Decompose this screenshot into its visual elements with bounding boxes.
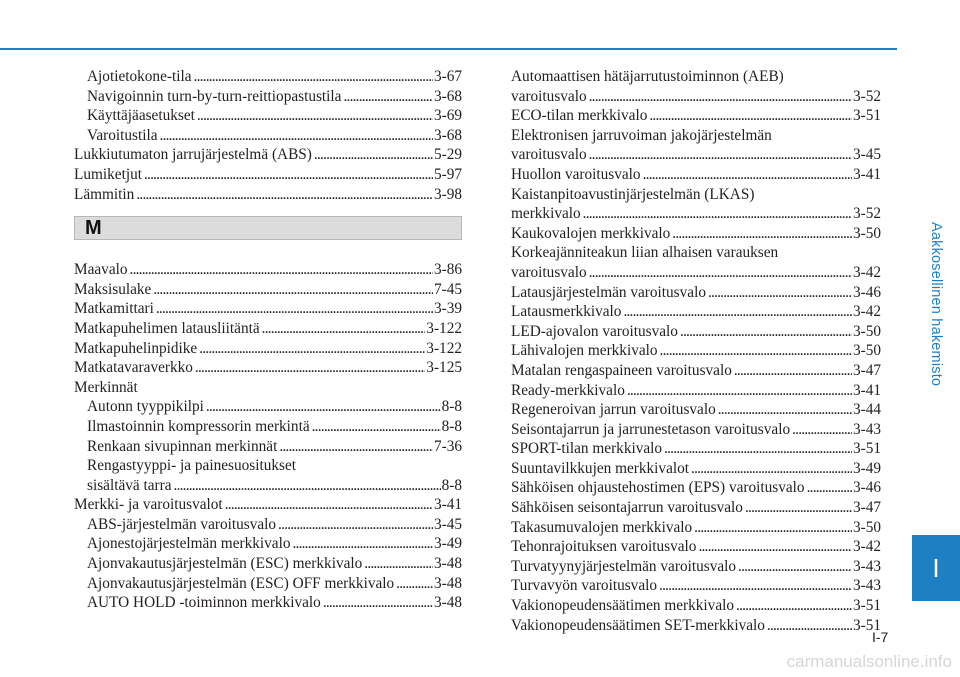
index-entry-row xyxy=(511,204,881,224)
index-entry-page: 3-41 xyxy=(852,165,881,183)
dot-leader xyxy=(194,67,433,87)
index-entry xyxy=(74,106,462,126)
index-entry-row xyxy=(511,498,881,518)
dot-leader xyxy=(708,283,852,303)
index-entry-text: Vakionopeudensäätimen merkkivalo xyxy=(511,597,735,615)
index-entry-text: Varoitustila xyxy=(87,126,158,144)
dot-leader xyxy=(672,224,852,244)
index-entry-line: Kaistanpitoavustinjärjestelmän (LKAS) xyxy=(511,185,755,203)
index-entry-text: Sähköisen ohjaustehostimen (EPS) varoitusvalo xyxy=(511,479,805,497)
dot-leader xyxy=(691,459,852,479)
index-entry-text: Lukkiutumaton jarrujärjestelmä (ABS) xyxy=(74,146,312,164)
dot-leader xyxy=(396,574,433,594)
index-entry-page: 3-47 xyxy=(852,499,881,517)
index-entry xyxy=(511,557,881,577)
index-entry-text: ECO-tilan merkkivalo xyxy=(511,107,648,125)
index-entry-text: Matkapuhelinpidike xyxy=(74,339,198,357)
index-entry xyxy=(74,554,462,574)
index-entry-row xyxy=(511,224,881,244)
index-entry xyxy=(511,341,881,361)
index-entry-text: Maksisulake xyxy=(74,280,152,298)
dot-leader xyxy=(698,537,852,557)
index-entry-row xyxy=(87,417,462,437)
index-entry xyxy=(74,67,462,87)
index-entry-page: 3-43 xyxy=(852,577,881,595)
index-entry-row xyxy=(87,437,462,457)
dot-leader xyxy=(279,437,433,457)
index-entry-text: Kaukovalojen merkkivalo xyxy=(511,224,671,242)
index-entry-page: 3-125 xyxy=(426,359,462,377)
index-entry-text: Matalan rengaspaineen varoitusvalo xyxy=(511,361,732,379)
dot-leader xyxy=(767,616,852,636)
dot-leader xyxy=(364,554,433,574)
index-entry-row xyxy=(74,260,462,280)
dot-leader xyxy=(156,299,433,319)
index-entry-row xyxy=(511,302,881,322)
index-entry-page: 3-50 xyxy=(852,224,881,242)
index-entry-page: 8-8 xyxy=(441,417,462,435)
dot-leader xyxy=(174,476,441,496)
index-entry xyxy=(511,126,881,165)
footer-url: carmanualsonline.info xyxy=(786,652,952,671)
index-entry xyxy=(74,456,462,495)
index-entry-page: 3-122 xyxy=(426,319,462,337)
index-entry-text: Matkapuhelimen latausliitäntä xyxy=(74,319,260,337)
index-entry-text: ABS-järjestelmän varoitusvalo xyxy=(87,515,277,533)
index-entry-row xyxy=(511,459,881,479)
index-entry-line: Automaattisen hätäjarrutustoiminnon (AEB) xyxy=(511,68,784,85)
right-column xyxy=(511,67,881,635)
index-entry-text: Ready-merkkivalo xyxy=(511,381,625,399)
index-entry-text: Sähköisen seisontajarrun varoitusvalo xyxy=(511,499,743,517)
index-entry-row xyxy=(511,518,881,538)
left-bottom-entries xyxy=(74,260,462,613)
index-entry xyxy=(74,358,462,378)
index-entry-row xyxy=(511,322,881,342)
index-entry-text: varoitusvalo xyxy=(511,87,587,105)
index-entry-page: 3-50 xyxy=(852,342,881,360)
dot-leader xyxy=(225,495,433,515)
dot-leader xyxy=(649,106,852,126)
index-entry-row xyxy=(511,557,881,577)
dot-leader xyxy=(199,339,425,359)
index-entry-page: 3-50 xyxy=(852,322,881,340)
dot-leader xyxy=(312,417,441,437)
index-entry xyxy=(74,574,462,594)
index-entry-row xyxy=(87,554,462,574)
dot-leader xyxy=(627,381,852,401)
index-entry xyxy=(511,616,881,636)
index-entry-page: 3-45 xyxy=(852,146,881,164)
index-entry xyxy=(511,322,881,342)
index-entry-page: 3-48 xyxy=(433,555,462,573)
index-entry-row xyxy=(74,339,462,359)
index-entry xyxy=(511,243,881,282)
index-entry-text: Matkatavaraverkko xyxy=(74,359,193,377)
index-entry xyxy=(74,437,462,457)
index-entry xyxy=(74,260,462,280)
index-entry-row xyxy=(74,165,462,185)
index-entry-text: Tehonrajoituksen varoitusvalo xyxy=(511,538,697,556)
dot-leader xyxy=(130,260,433,280)
index-entry xyxy=(511,400,881,420)
index-entry-text: varoitusvalo xyxy=(511,146,587,164)
dot-leader xyxy=(623,302,852,322)
index-entry-text: sisältävä tarra xyxy=(87,476,172,494)
index-entry-row xyxy=(87,515,462,535)
index-entry-page: 3-42 xyxy=(852,263,881,281)
index-entry-text: merkkivalo xyxy=(511,205,581,223)
index-entry-page: 3-51 xyxy=(852,597,881,615)
dot-leader xyxy=(718,400,852,420)
index-entry xyxy=(511,283,881,303)
index-entry-page: 3-98 xyxy=(433,185,462,203)
index-entry-row xyxy=(87,106,462,126)
index-entry xyxy=(511,165,881,185)
dot-leader xyxy=(792,420,852,440)
index-entry xyxy=(74,126,462,146)
index-entry-text: Latausjärjestelmän varoitusvalo xyxy=(511,283,706,301)
index-entry-page: 3-39 xyxy=(433,300,462,318)
dot-leader xyxy=(314,145,433,165)
dot-leader xyxy=(278,515,433,535)
index-entry-text: Latausmerkkivalo xyxy=(511,303,622,321)
dot-leader xyxy=(160,126,433,146)
index-entry-text: Maavalo xyxy=(74,261,128,279)
index-entry-page: 3-49 xyxy=(433,535,462,553)
index-entry-page: 3-46 xyxy=(852,479,881,497)
dot-leader xyxy=(643,165,852,185)
index-entry-row xyxy=(511,263,881,283)
dot-leader xyxy=(680,322,852,342)
index-entry-text: Ajotietokone-tila xyxy=(87,68,192,85)
index-entry xyxy=(74,299,462,319)
dot-leader xyxy=(589,145,852,165)
index-entry-page: 3-47 xyxy=(852,361,881,379)
dot-leader xyxy=(195,358,425,378)
index-entry-row xyxy=(74,185,462,205)
left-column xyxy=(74,67,462,613)
index-entry-page: 3-43 xyxy=(852,557,881,575)
header-rule xyxy=(0,48,897,50)
index-entry xyxy=(511,224,881,244)
index-entry-page: 3-52 xyxy=(852,205,881,223)
index-entry-page: 5-29 xyxy=(433,146,462,164)
index-entry-text: Renkaan sivupinnan merkinnät xyxy=(87,437,278,455)
index-letter: I xyxy=(932,552,940,583)
index-entry xyxy=(74,280,462,300)
index-entry-row xyxy=(74,319,462,339)
index-entry xyxy=(511,185,881,224)
index-entry-row xyxy=(74,280,462,300)
page-number: I-7 xyxy=(872,629,889,645)
dot-leader xyxy=(583,204,852,224)
side-section-title xyxy=(912,80,960,528)
index-entry-row xyxy=(87,126,462,146)
index-entry xyxy=(511,302,881,322)
index-entry-row xyxy=(87,397,462,417)
index-entry xyxy=(74,417,462,437)
index-entry xyxy=(74,495,462,515)
index-entry-text: Vakionopeudensäätimen SET-merkkivalo xyxy=(511,616,765,634)
index-entry-text: LED-ajovalon varoitusvalo xyxy=(511,322,678,340)
index-entry-page: 3-69 xyxy=(433,107,462,125)
index-entry-page: 3-51 xyxy=(852,107,881,125)
index-entry xyxy=(511,498,881,518)
index-entry-text: Matkamittari xyxy=(74,300,154,318)
index-entry-page: 3-43 xyxy=(852,420,881,438)
dot-leader xyxy=(694,518,852,538)
index-entry xyxy=(511,381,881,401)
index-entry-page: 3-48 xyxy=(433,594,462,612)
index-entry-text: Turvatyynyjärjestelmän varoitusvalo xyxy=(511,557,737,575)
index-entry-page: 3-86 xyxy=(433,261,462,279)
index-entry xyxy=(74,593,462,613)
index-entry xyxy=(74,515,462,535)
side-section-title-text: Aakkosellinen hakemisto xyxy=(928,221,944,387)
index-entry xyxy=(511,576,881,596)
index-entry-text: Käyttäjäasetukset xyxy=(87,107,195,125)
index-entry-page: 3-67 xyxy=(433,68,462,85)
index-entry-line: Elektronisen jarruvoiman jakojärjestelmän xyxy=(511,126,772,144)
index-entry-row xyxy=(511,596,881,616)
dot-leader xyxy=(736,596,852,616)
index-entry-row xyxy=(511,616,881,636)
index-entry-page: 7-45 xyxy=(433,280,462,298)
index-entry-page: 3-49 xyxy=(852,459,881,477)
index-entry-page: 3-52 xyxy=(852,87,881,105)
index-entry-text: Navigoinnin turn-by-turn-reittiopastustila xyxy=(87,87,342,105)
index-entry-text: Takasumuvalojen merkkivalo xyxy=(511,518,693,536)
index-entry-text: Seisontajarrun ja jarrunestetason varoitusvalo xyxy=(511,420,791,438)
dot-leader xyxy=(659,576,852,596)
index-entry-text: Ajonestojärjestelmän merkkivalo xyxy=(87,535,291,553)
index-entry-page: 3-44 xyxy=(852,401,881,419)
dot-leader xyxy=(206,397,441,417)
index-entry-row xyxy=(511,420,881,440)
dot-leader xyxy=(660,341,852,361)
index-entry-text: Ilmastoinnin kompressorin merkintä xyxy=(87,417,310,435)
index-entry-text: Turvavyön varoitusvalo xyxy=(511,577,658,595)
index-entry-row xyxy=(74,145,462,165)
index-entry-page: 3-42 xyxy=(852,303,881,321)
index-entry xyxy=(511,537,881,557)
index-entry-row xyxy=(511,576,881,596)
index-entry-row xyxy=(511,165,881,185)
index-entry xyxy=(511,361,881,381)
index-entry-row xyxy=(511,87,881,107)
index-entry-row xyxy=(74,495,462,515)
index-entry-page: 3-41 xyxy=(433,496,462,514)
index-entry xyxy=(74,378,462,398)
index-entry-row xyxy=(511,400,881,420)
index-entry-row xyxy=(87,67,462,87)
dot-leader xyxy=(136,185,433,205)
index-entry-row xyxy=(511,283,881,303)
index-entry-row xyxy=(87,534,462,554)
index-entry xyxy=(74,397,462,417)
index-entry xyxy=(74,165,462,185)
index-entry-page: 3-48 xyxy=(433,574,462,592)
index-entry-row xyxy=(87,593,462,613)
section-heading-letter: M xyxy=(85,216,102,239)
index-entry-row xyxy=(511,439,881,459)
section-heading-m xyxy=(74,216,462,240)
dot-leader xyxy=(262,319,426,339)
index-entry-row xyxy=(87,476,462,496)
index-entry-page: 7-36 xyxy=(433,437,462,455)
index-entry-text: Merkki- ja varoitusvalot xyxy=(74,496,223,514)
footer-watermark xyxy=(0,652,960,677)
index-entry-line: Korkeajänniteakun liian alhaisen varauksen xyxy=(511,244,779,262)
index-entry-page: 3-68 xyxy=(433,126,462,144)
dot-leader xyxy=(589,87,852,107)
index-entry xyxy=(74,339,462,359)
dot-leader xyxy=(153,280,433,300)
dot-leader xyxy=(144,165,433,185)
index-entry-row xyxy=(87,87,462,107)
index-entry xyxy=(511,596,881,616)
index-entry-page: 3-45 xyxy=(433,515,462,533)
dot-leader xyxy=(664,439,852,459)
index-entry-text: Autonn tyyppikilpi xyxy=(87,398,204,416)
index-entry-row xyxy=(511,341,881,361)
index-entry-row xyxy=(511,537,881,557)
index-entry xyxy=(74,87,462,107)
index-entry-row xyxy=(74,358,462,378)
index-entry-text: Regeneroivan jarrun varoitusvalo xyxy=(511,401,716,419)
index-entry-page: 5-97 xyxy=(433,165,462,183)
index-entry-row xyxy=(74,299,462,319)
index-entry xyxy=(74,534,462,554)
index-entry-page: 3-42 xyxy=(852,538,881,556)
index-entry-text: AUTO HOLD -toiminnon merkkivalo xyxy=(87,594,321,612)
index-entry-page: 8-8 xyxy=(441,476,462,494)
index-entry-text: Lähivalojen merkkivalo xyxy=(511,342,658,360)
index-entry-page: 3-50 xyxy=(852,518,881,536)
index-entry-row xyxy=(87,574,462,594)
dot-leader xyxy=(745,498,852,518)
index-entry-row xyxy=(511,145,881,165)
index-letter-tab xyxy=(912,535,960,601)
index-entry-page: 3-51 xyxy=(852,440,881,458)
index-entry xyxy=(511,106,881,126)
dot-leader xyxy=(807,478,852,498)
index-entry-text: varoitusvalo xyxy=(511,263,587,281)
index-entry-page: 3-41 xyxy=(852,381,881,399)
index-entry xyxy=(511,67,881,106)
index-entry xyxy=(74,145,462,165)
index-entry xyxy=(74,319,462,339)
dot-leader xyxy=(738,557,852,577)
index-entry-row xyxy=(511,361,881,381)
dot-leader xyxy=(323,593,433,613)
index-entry-text: Suuntavilkkujen merkkivalot xyxy=(511,459,690,477)
index-entry-heading: Merkinnät xyxy=(74,378,138,396)
right-entries xyxy=(511,67,881,635)
index-entry-row xyxy=(511,478,881,498)
index-entry-text: Lämmitin xyxy=(74,185,135,203)
index-entry-page: 3-46 xyxy=(852,283,881,301)
index-entry xyxy=(74,185,462,205)
index-entry-text: SPORT-tilan merkkivalo xyxy=(511,440,663,458)
index-entry-page: 3-51 xyxy=(852,616,881,634)
left-top-entries xyxy=(74,67,462,204)
index-entry xyxy=(511,478,881,498)
index-entry-row xyxy=(511,381,881,401)
index-entry-text: Ajonvakautusjärjestelmän (ESC) merkkivalo xyxy=(87,555,363,573)
dot-leader xyxy=(292,534,432,554)
index-entry xyxy=(511,459,881,479)
index-entry xyxy=(511,439,881,459)
index-entry-text: Ajonvakautusjärjestelmän (ESC) OFF merkkivalo xyxy=(87,574,395,592)
dot-leader xyxy=(197,106,433,126)
index-entry-line: Rengastyyppi- ja painesuositukset xyxy=(87,457,297,475)
index-entry-text: Lumiketjut xyxy=(74,165,142,183)
index-entry-page: 3-122 xyxy=(426,339,462,357)
index-entry xyxy=(511,420,881,440)
index-entry-text: Huollon varoitusvalo xyxy=(511,165,641,183)
index-entry-row xyxy=(511,106,881,126)
index-entry-page: 3-68 xyxy=(433,87,462,105)
index-entry-page: 8-8 xyxy=(441,398,462,416)
dot-leader xyxy=(343,87,432,107)
index-entry xyxy=(511,518,881,538)
dot-leader xyxy=(734,361,852,381)
dot-leader xyxy=(589,263,852,283)
